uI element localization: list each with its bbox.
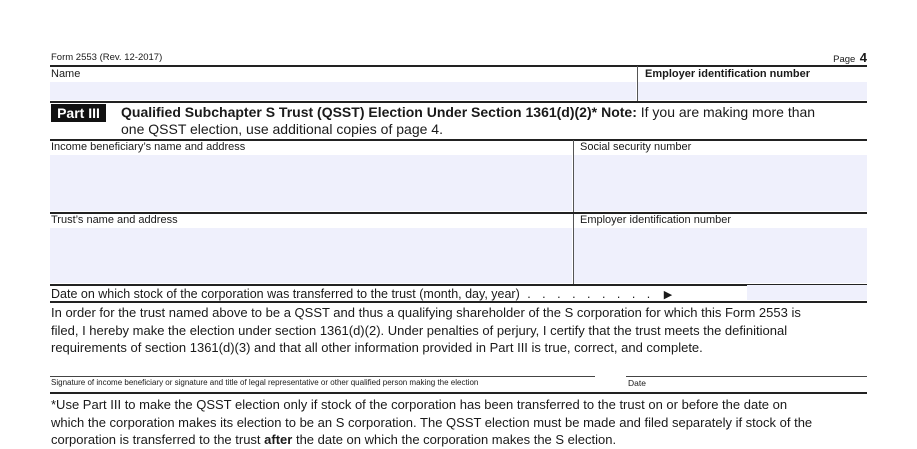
declaration-line: requirements of section 1361(d)(3) and that all other information provided in Part III is true, correct, and complete.	[51, 340, 703, 355]
arrow-right-icon: ▶	[663, 289, 673, 301]
header-rule	[50, 65, 867, 67]
date-label: Date	[628, 378, 646, 388]
note-text-continued: one QSST election, use additional copies of page 4.	[121, 121, 443, 137]
footnote	[51, 396, 871, 449]
name-input[interactable]	[50, 82, 636, 100]
note-text: If you are making more than	[636, 104, 816, 120]
part-title	[121, 104, 815, 120]
ein-input[interactable]	[638, 82, 867, 100]
trust-input[interactable]	[50, 228, 572, 283]
page-number: 4	[859, 50, 867, 65]
date-transfer-input[interactable]	[747, 285, 867, 300]
date-line[interactable]	[626, 376, 867, 377]
footnote-text: the date on which the corporation makes the S election.	[292, 432, 617, 447]
rule	[50, 301, 867, 303]
rule	[50, 101, 867, 103]
dot-leader: . . . . . . . . .	[527, 287, 655, 301]
footnote-emphasis: after	[264, 432, 293, 447]
part-title-text: Qualified Subchapter S Trust (QSST) Election Under Section 1361(d)(2)*	[121, 104, 598, 120]
trust-ein-input[interactable]	[574, 228, 867, 283]
date-transfer-row	[51, 287, 672, 301]
declaration-line: filed, I hereby make the election under section 1361(d)(2). Under penalties of perjury, I certify that the trust meets the definitional	[51, 322, 788, 338]
ein-label: Employer identification number	[645, 68, 811, 80]
footnote-line: *Use Part III to make the QSST election only if stock of the corporation has been transferred to the trust on or before the date on	[51, 397, 788, 412]
trust-label: Trust’s name and address	[51, 214, 178, 226]
rule	[50, 284, 867, 286]
signature-label: Signature of income beneficiary or signature and title of legal representative or other qualified person making the election	[51, 378, 479, 387]
footnote-line: which the corporation makes its election to be an S corporation. The QSST election must be made and filed separately if stock of the	[51, 414, 813, 430]
beneficiary-input[interactable]	[50, 155, 572, 211]
trust-ein-label: Employer identification number	[580, 214, 732, 226]
signature-line[interactable]	[50, 376, 595, 377]
name-label: Name	[51, 68, 81, 80]
declaration-text	[51, 304, 871, 357]
declaration-line: In order for the trust named above to be a QSST and thus a qualifying shareholder of the S corporation for which this Form 2553 is	[51, 305, 801, 320]
page-label: Page	[833, 54, 856, 65]
ssn-input[interactable]	[574, 155, 867, 211]
footnote-text: corporation is transferred to the trust	[51, 432, 265, 447]
note-label: Note:	[601, 104, 637, 120]
ssn-label: Social security number	[580, 141, 692, 153]
part-badge: Part III	[51, 104, 106, 122]
form-revision: Form 2553 (Rev. 12-2017)	[51, 52, 163, 63]
beneficiary-label: Income beneficiary’s name and address	[51, 141, 246, 153]
date-transfer-label: Date on which stock of the corporation was transferred to the trust (month, day, year)	[51, 287, 520, 301]
rule	[50, 392, 867, 394]
